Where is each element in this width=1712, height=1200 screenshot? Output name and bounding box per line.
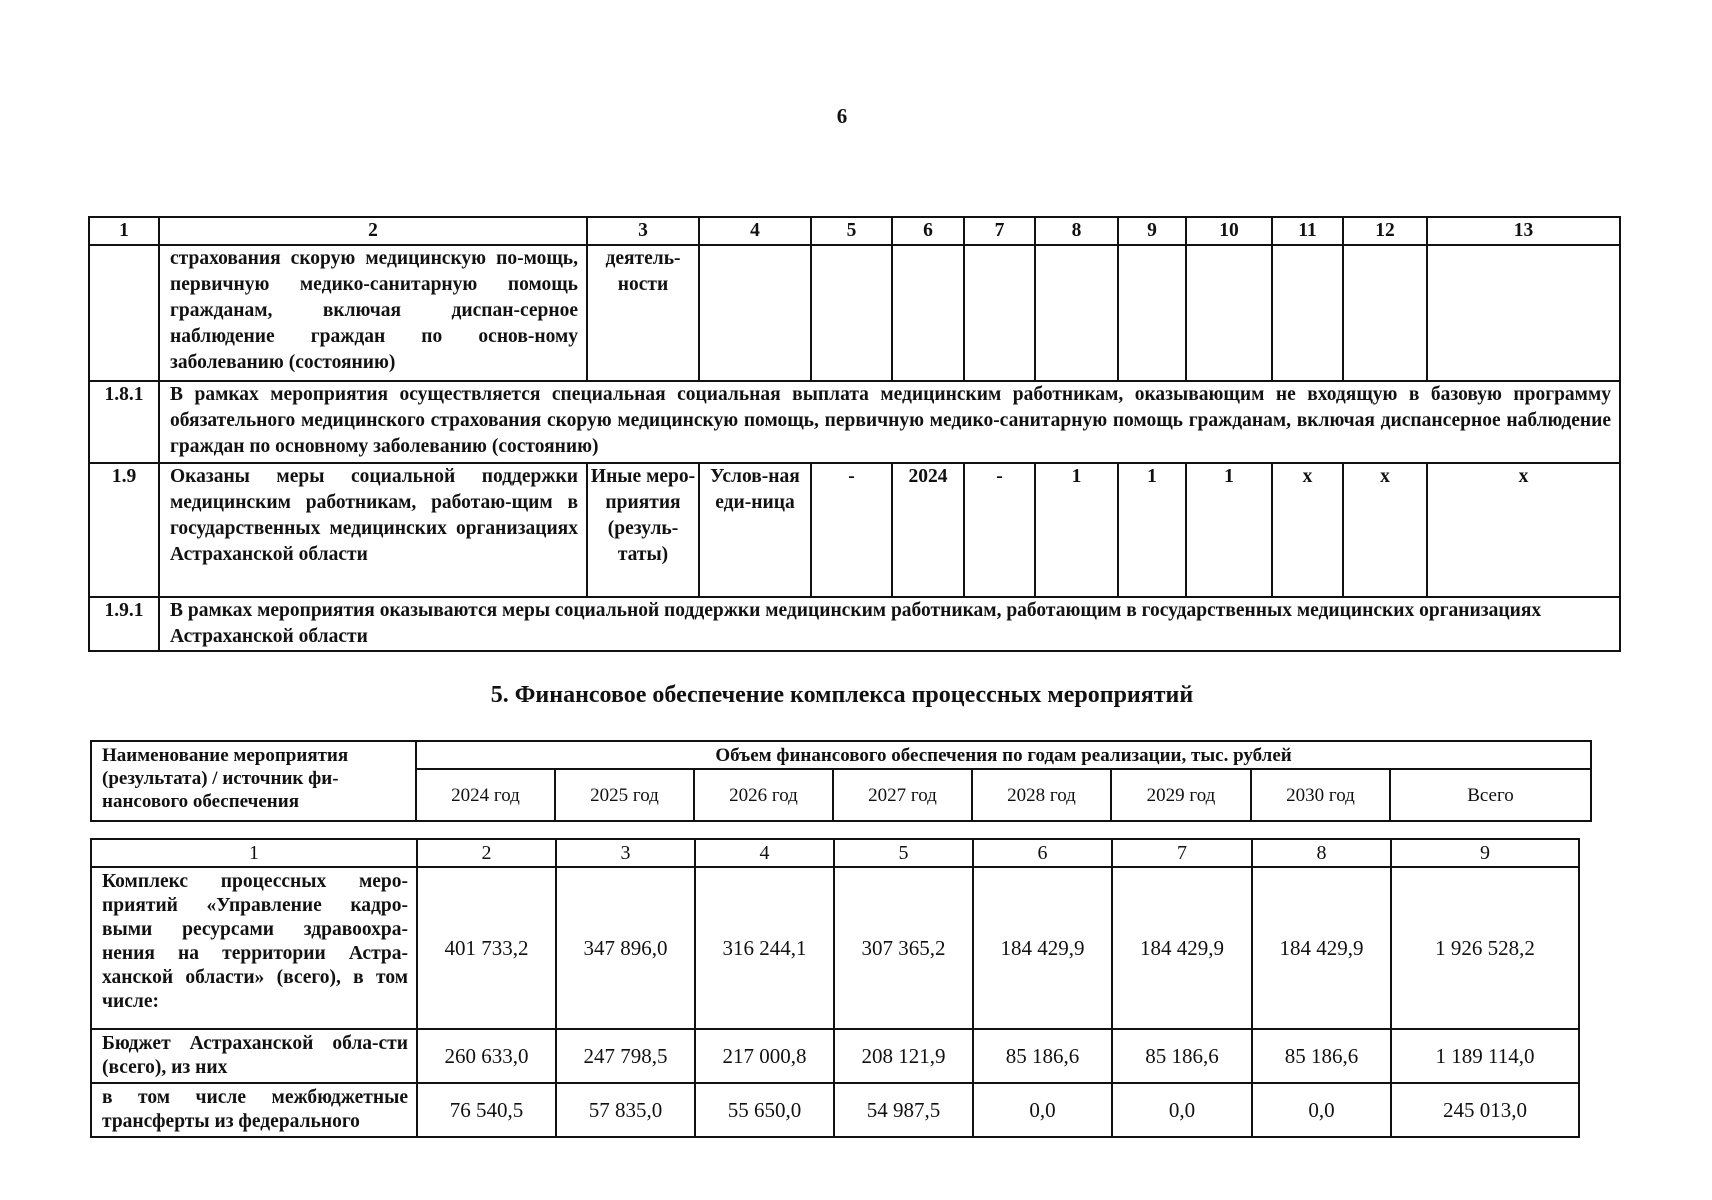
amount-cell: 0,0 — [973, 1083, 1112, 1137]
row-number — [89, 245, 159, 381]
column-index: 3 — [587, 217, 699, 245]
measure-type: деятель-ности — [587, 245, 699, 381]
amount-cell: 55 650,0 — [695, 1083, 834, 1137]
amount-cell: 85 186,6 — [1252, 1029, 1391, 1083]
measure-name: Оказаны меры социальной поддержки медицинским работникам, работаю-щим в государственных медицинских организациях Астраханской области — [159, 463, 587, 597]
row-number: 1.8.1 — [89, 381, 159, 463]
column-index: 9 — [1391, 839, 1579, 867]
column-index: 1 — [91, 839, 417, 867]
column-index: 1 — [89, 217, 159, 245]
table-row — [89, 245, 1620, 381]
financing-header-table — [90, 740, 1592, 822]
column-index: 11 — [1272, 217, 1343, 245]
column-index: 2 — [417, 839, 556, 867]
table-row — [89, 597, 1620, 651]
column-index: 13 — [1427, 217, 1620, 245]
measure-description: В рамках мероприятия оказываются меры социальной поддержки медицинским работникам, работающим в государственных медицинских организациях Астраханской области — [159, 597, 1620, 651]
amount-cell: 401 733,2 — [417, 867, 556, 1029]
amount-cell: 76 540,5 — [417, 1083, 556, 1137]
measure-name: страхования скорую медицинскую по-мощь, первичную медико-санитарную помощь гражданам, включая диспан-серное наблюдение граждан по основ-ному заболеванию (состоянию) — [159, 245, 587, 381]
funding-item-name: Комплекс процессных меро-приятий «Управление кадро-выми ресурсами здравоохра-нения на территории Астра-ханской области» (всего), в том числе: — [91, 867, 417, 1029]
cell-value: х — [1343, 463, 1427, 597]
measure-unit: Услов-ная еди-ница — [699, 463, 811, 597]
table-row — [89, 381, 1620, 463]
column-index: 6 — [892, 217, 964, 245]
amount-cell: 217 000,8 — [695, 1029, 834, 1083]
table-header-row — [89, 217, 1620, 245]
name-column-header: Наименование мероприятия (результата) / источник фи-нансового обеспечения — [91, 741, 416, 821]
measure-type: Иные меро-приятия (резуль-таты) — [587, 463, 699, 597]
amount-cell: 0,0 — [1252, 1083, 1391, 1137]
amount-cell: 54 987,5 — [834, 1083, 973, 1137]
section-title: 5. Финансовое обеспечение комплекса процессных мероприятий — [490, 682, 1194, 708]
column-index: 9 — [1118, 217, 1186, 245]
column-index: 7 — [964, 217, 1035, 245]
column-index: 5 — [811, 217, 892, 245]
amount-cell: 85 186,6 — [1112, 1029, 1252, 1083]
column-index: 4 — [695, 839, 834, 867]
column-index: 10 — [1186, 217, 1272, 245]
total-cell: 245 013,0 — [1391, 1083, 1579, 1137]
volume-column-header: Объем финансового обеспечения по годам реализации, тыс. рублей — [416, 741, 1591, 769]
measure-description: В рамках мероприятия осуществляется специальная социальная выплата медицинским работникам, оказывающим не входящую в базовую программу обязательного медицинского страхования скорую медицинскую помощь, первичную медико-санитарную помощь гражданам, включая диспансерное наблюдение граждан по основному заболеванию (состоянию) — [159, 381, 1620, 463]
amount-cell: 307 365,2 — [834, 867, 973, 1029]
column-index: 6 — [973, 839, 1112, 867]
column-index: 4 — [699, 217, 811, 245]
table-row — [91, 1029, 1579, 1083]
measures-table — [88, 216, 1621, 652]
cell-value: 1 — [1118, 463, 1186, 597]
year-header: 2027 год — [833, 769, 972, 821]
cell-value: 1 — [1186, 463, 1272, 597]
row-number: 1.9 — [89, 463, 159, 597]
year-header: 2029 год — [1111, 769, 1251, 821]
amount-cell: 0,0 — [1112, 1083, 1252, 1137]
table-row — [89, 463, 1620, 597]
column-index: 12 — [1343, 217, 1427, 245]
year-header: 2026 год — [694, 769, 833, 821]
amount-cell: 57 835,0 — [556, 1083, 695, 1137]
amount-cell: 184 429,9 — [1252, 867, 1391, 1029]
amount-cell: 85 186,6 — [973, 1029, 1112, 1083]
column-index: 3 — [556, 839, 695, 867]
year-header: 2028 год — [972, 769, 1111, 821]
amount-cell: 184 429,9 — [1112, 867, 1252, 1029]
page-number: 6 — [836, 104, 848, 128]
amount-cell: 184 429,9 — [973, 867, 1112, 1029]
amount-cell: 208 121,9 — [834, 1029, 973, 1083]
table-header-row — [91, 839, 1579, 867]
cell-value: - — [811, 463, 892, 597]
financing-table — [90, 838, 1580, 1138]
year-header: 2030 год — [1251, 769, 1390, 821]
total-cell: 1 926 528,2 — [1391, 867, 1579, 1029]
amount-cell: 316 244,1 — [695, 867, 834, 1029]
amount-cell: 347 896,0 — [556, 867, 695, 1029]
amount-cell: 260 633,0 — [417, 1029, 556, 1083]
cell-value: 2024 — [892, 463, 964, 597]
funding-item-name: в том числе межбюджетные трансферты из федерального — [91, 1083, 417, 1137]
column-index: 8 — [1035, 217, 1118, 245]
row-number: 1.9.1 — [89, 597, 159, 651]
column-index: 2 — [159, 217, 587, 245]
cell-value: 1 — [1035, 463, 1118, 597]
funding-item-name: Бюджет Астраханской обла-сти (всего), из них — [91, 1029, 417, 1083]
cell-value: - — [964, 463, 1035, 597]
year-header: 2025 год — [555, 769, 694, 821]
table-row — [91, 1083, 1579, 1137]
cell-value: х — [1272, 463, 1343, 597]
column-index: 7 — [1112, 839, 1252, 867]
year-header: 2024 год — [416, 769, 555, 821]
cell-value: х — [1427, 463, 1620, 597]
column-index: 5 — [834, 839, 973, 867]
total-header: Всего — [1390, 769, 1591, 821]
amount-cell: 247 798,5 — [556, 1029, 695, 1083]
table-row — [91, 867, 1579, 1029]
column-index: 8 — [1252, 839, 1391, 867]
total-cell: 1 189 114,0 — [1391, 1029, 1579, 1083]
